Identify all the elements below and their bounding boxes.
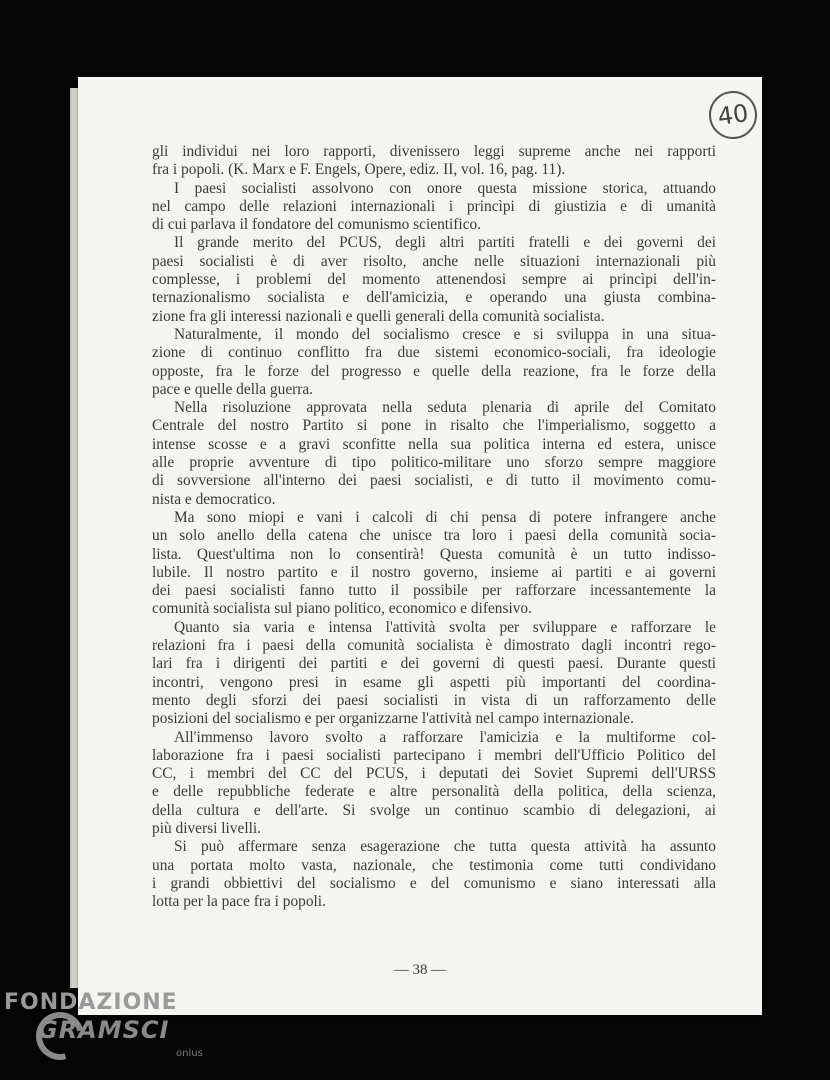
text-line: Centrale del nostro Partito si pone in risalto che l'imperialismo, soggetto a (152, 417, 716, 435)
paragraph (152, 729, 716, 839)
text-line: di sovversione all'interno dei paesi socialisti, e di tutto il movimento comu- (152, 472, 716, 490)
text-line: di cui parlava il fondatore del comunismo scientifico. (152, 216, 482, 234)
text-line: una portata molto vasta, nazionale, che testimonia come tutti condividano (152, 856, 716, 874)
text-line: nista e democratico. (152, 490, 276, 508)
text-line: zione fra gli interessi nazionali e quelli generali della comunità socialista. (152, 307, 605, 325)
text-line: CC, i membri del CC del PCUS, i deputati dei Soviet Supremi dell'URSS (152, 765, 716, 783)
text-line: lubile. Il nostro partito e il nostro governo, insieme ai partiti e ai governi (152, 563, 716, 581)
watermark-logo (4, 990, 214, 1070)
text-line: i grandi obbiettivi del socialismo e del comunismo e siano interessati alla (152, 874, 716, 892)
text-line: e delle repubbliche federate e altre personalità della politica, della scienza, (152, 783, 716, 801)
watermark-line-2: GRAMSCI (38, 1016, 170, 1044)
body-text (152, 143, 716, 911)
text-line: posizioni del socialismo e per organizzarne l'attività nel campo internazionale. (152, 710, 634, 728)
page-folio: — 38 — (393, 962, 447, 978)
text-line: pace e quelle della guerra. (152, 380, 314, 398)
text-line: un solo anello della catena che unisce tra loro i paesi della comunità socia- (152, 527, 716, 545)
paragraph (152, 326, 716, 399)
text-line: gli individui nei loro rapporti, divenissero leggi supreme anche nei rapporti (152, 143, 716, 160)
text-line: Nella risoluzione approvata nella seduta plenaria di aprile del Comitato (174, 399, 716, 417)
text-line: All'immenso lavoro svolto a rafforzare l'amicizia e la multiforme col- (174, 728, 716, 746)
text-line: Quanto sia varia e intensa l'attività svolta per sviluppare e rafforzare le (174, 618, 716, 636)
paragraph (152, 180, 716, 235)
text-line: zione di continuo conflitto fra due sistemi economico-sociali, fra ideologie (152, 344, 716, 362)
paragraph (152, 509, 716, 619)
text-line: della cultura e dell'arte. Si svolge un continuo scambio di delegazioni, ai (152, 801, 716, 819)
document-page (78, 77, 762, 1015)
paragraph (152, 234, 716, 325)
text-line: più diversi livelli. (152, 819, 262, 837)
watermark-line-1: FONDAZIONE (4, 990, 178, 1015)
text-line: comunità socialista sul piano politico, economico e difensivo. (152, 600, 532, 618)
text-line: intense scosse e a gravi sconfitte nella sua politica interna ed estera, unisce (152, 435, 716, 453)
text-line: fra i popoli. (K. Marx e F. Engels, Opere, ediz. II, vol. 16, pag. 11). (152, 161, 566, 179)
paragraph (152, 619, 716, 729)
paragraph (152, 399, 716, 509)
text-line: Il grande merito del PCUS, degli altri partiti fratelli e dei governi dei (174, 234, 716, 252)
text-line: lari fra i dirigenti dei partiti e dei governi di questi paesi. Durante questi (152, 655, 716, 673)
text-line: Naturalmente, il mondo del socialismo cresce e si sviluppa in una situa- (174, 325, 716, 343)
text-line: opposte, fra le forze del progresso e quelle della reazione, fra le forze della (152, 362, 716, 380)
text-line: laborazione fra i paesi socialisti partecipano i membri dell'Ufficio Politico del (152, 746, 716, 764)
text-line: Si può affermare senza esagerazione che tutta questa attività ha assunto (174, 838, 716, 856)
text-line: lista. Quest'ultima non lo consentirà! Questa comunità è un tutto indisso- (152, 545, 716, 563)
text-line: ternazionalismo socialista e dell'amicizia, e operando una giusta combina- (152, 289, 716, 307)
watermark-line-3: onlus (176, 1048, 203, 1059)
paragraph (152, 838, 716, 911)
text-line: relazioni fra i paesi della comunità socialista è dimostrato dagli incontri rego- (152, 637, 716, 655)
paragraph (152, 143, 716, 180)
text-line: dei paesi socialisti fanno tutto il possibile per rafforzare incessantemente la (152, 582, 716, 600)
text-line: I paesi socialisti assolvono con onore questa missione storica, attuando (174, 179, 716, 197)
text-line: incontri, vengono presi in esame gli aspetti più importanti del coordina- (152, 673, 716, 691)
text-line: complesse, i problemi del momento attenendosi sempre ai princìpi dell'in- (152, 271, 716, 289)
text-line: mento degli sforzi dei paesi socialisti in vista di un rafforzamento delle (152, 691, 716, 709)
text-line: lotta per la pace fra i popoli. (152, 893, 326, 911)
text-line: alle proprie avventure di tipo politico-militare uno sforzo sempre maggiore (152, 454, 716, 472)
text-line: nel campo delle relazioni internazionali i princìpi di giustizia e di umanità (152, 197, 716, 215)
text-line: Ma sono miopi e vani i calcoli di chi pensa di potere infrangere anche (174, 508, 716, 526)
handwritten-page-number: 40 (706, 88, 760, 142)
text-line: paesi socialisti è di aver risolto, anche nelle situazioni internazionali più (152, 252, 716, 270)
